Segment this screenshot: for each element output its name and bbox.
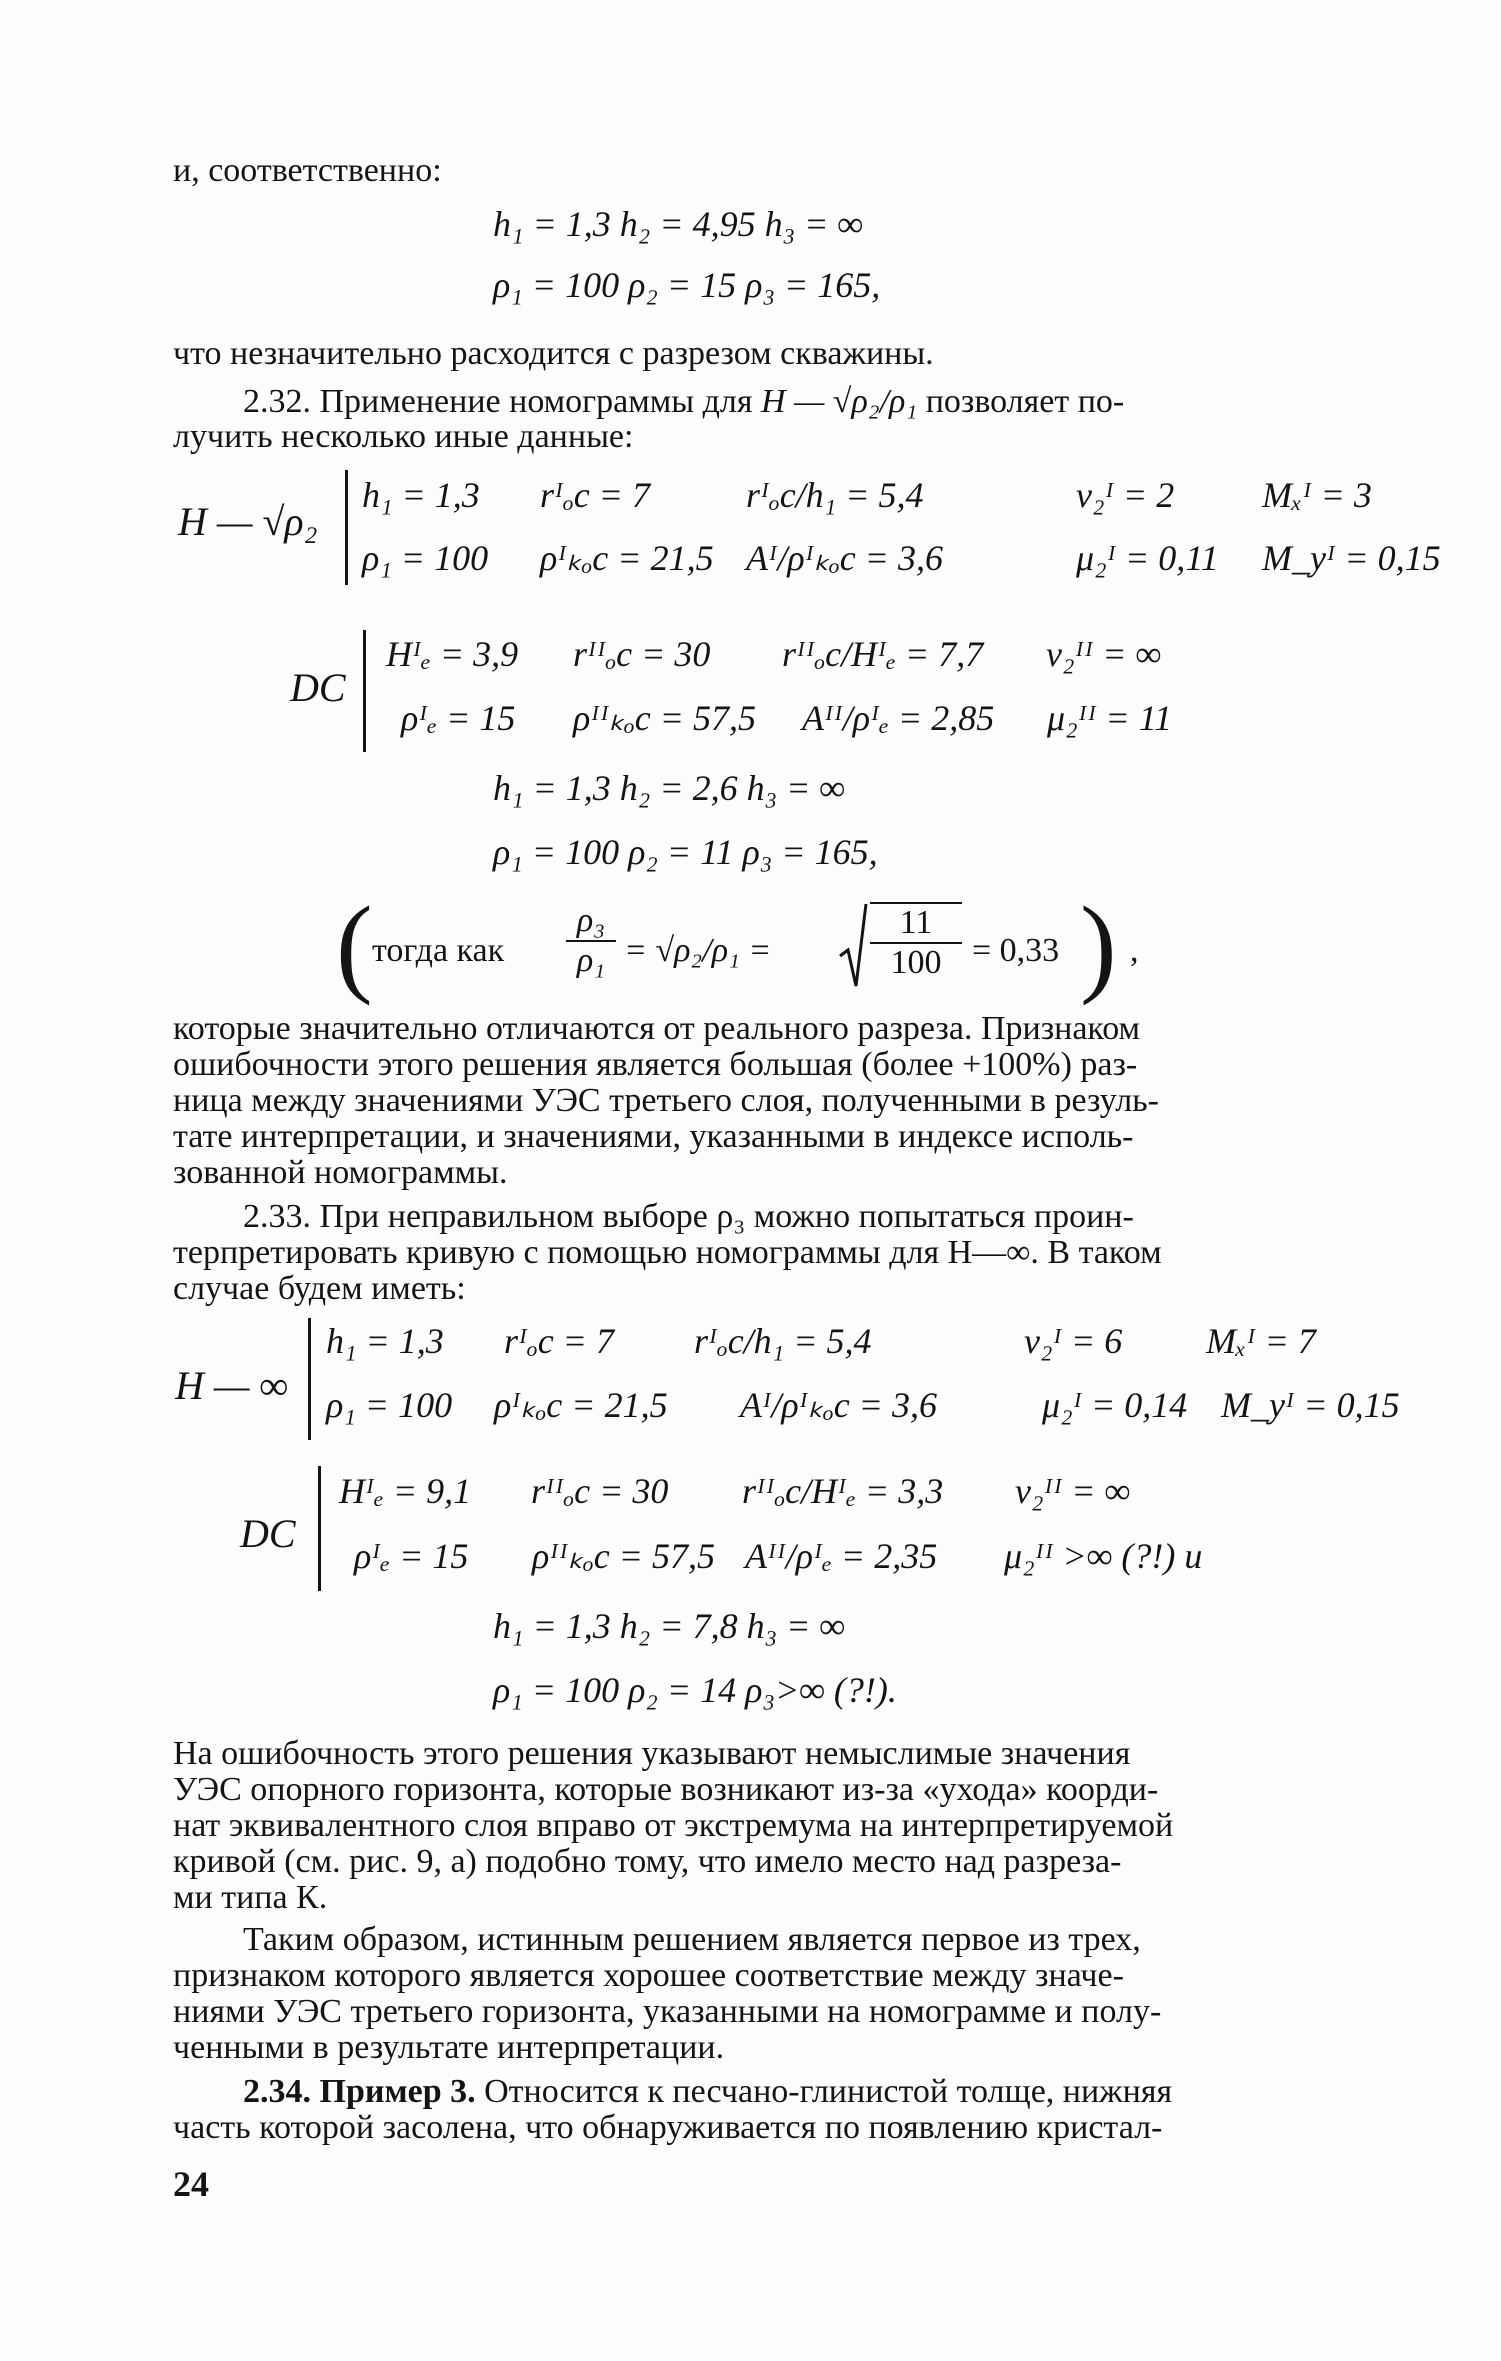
dc1-r2-c2: ρᴵᴵₖₒc = 57,5 [573,698,756,738]
then-num: ρ₃ [566,902,616,942]
then-fraction [566,902,616,980]
result2-h: h₁ = 1,3 h₂ = 2,6 h₃ = ∞ [493,768,846,808]
block1-r1-c1: h₁ = 1,3 [362,475,480,515]
result1-rho: ρ₁ = 100 ρ₂ = 15 ρ₃ = 165, [493,265,881,305]
then-tail: = 0,33 [972,932,1060,969]
dc1-r2-c4: μ₂ᴵᴵ = 11 [1047,698,1173,738]
then-prefix: тогда как [372,932,505,969]
block2-r1-c5: Mₓᴵ = 7 [1206,1321,1316,1361]
block2-r2-c4: μ₂ᴵ = 0,14 [1042,1385,1188,1425]
para1-line1: которые значительно отличаются от реального разреза. Признаком [173,1010,1141,1047]
section-2-32-line2: лучить несколько иные данные: [173,418,634,455]
block2-r2-c5: M_yᴵ = 0,15 [1221,1385,1400,1425]
section-2-34-text1: Относится к песчано-глинистой толще, нижняя [475,2073,1173,2110]
then-den2: 100 [890,944,942,981]
then-middle: = √ρ₂/ρ₁ = [624,932,772,969]
block1-r2-c2: ρᴵₖₒc = 21,5 [540,538,714,578]
block2-r1-c4: ν₂ᴵ = 6 [1024,1321,1123,1361]
block2-label: H — ∞ [175,1363,288,1408]
block1-r1-c4: ν₂ᴵ = 2 [1076,475,1175,515]
result2-rho: ρ₁ = 100 ρ₂ = 11 ρ₃ = 165, [493,832,878,872]
then-fraction2 [870,902,962,982]
dc1-label: DC [290,665,346,710]
block2-r2-c2: ρᴵₖₒc = 21,5 [494,1385,668,1425]
dc2-r1-c1: Hᴵₑ = 9,1 [339,1471,472,1511]
dc2-r2-c3: Aᴵᴵ/ρᴵₑ = 2,35 [745,1536,938,1576]
then-num2: 11 [870,904,962,944]
dc2-r2-c4: μ₂ᴵᴵ >∞ (?!) и [1004,1536,1203,1576]
section-2-34-line1 [243,2073,1172,2111]
note-line: что незначительно расходится с разрезом скважины. [173,335,934,372]
para2-line5: ми типа К. [173,1879,328,1916]
block2-r2-c3: Aᴵ/ρᴵₖₒc = 3,6 [740,1385,937,1425]
block1-bracket [345,470,348,585]
dc2-r1-c2: rᴵᴵₒc = 30 [531,1471,669,1511]
block2-bracket [308,1318,311,1440]
result1-h: h₁ = 1,3 h₂ = 4,95 h₃ = ∞ [493,204,864,244]
dc2-label: DC [240,1511,296,1556]
section-2-34-title: Пример 3. [319,2073,476,2110]
para1-line4: тате интерпретации, и значениями, указанными в индексе исполь- [173,1118,1134,1155]
block2-r2-c1: ρ₁ = 100 [326,1385,453,1425]
para1-line5: зованной номограммы. [173,1154,508,1191]
section-2-32-formula: H — √ρ₂/ρ₁ [761,383,918,420]
sqrt-sign [838,900,868,990]
dc2-r1-c4: ν₂ᴵᴵ = ∞ [1015,1471,1131,1511]
para2-line1: На ошибочность этого решения указывают немыслимые значения [173,1735,1131,1772]
section-2-33-line2: терпретировать кривую с помощью номограммы для H—∞. В таком [173,1234,1162,1271]
result3-h: h₁ = 1,3 h₂ = 7,8 h₃ = ∞ [493,1606,846,1646]
block1-r1-c5: Mₓᴵ = 3 [1262,475,1372,515]
then-comma: , [1130,932,1139,969]
para3-line2: признаком которого является хорошее соответствие между значе- [173,1957,1124,1994]
para1-line2: ошибочности этого решения является большая (более +100%) раз- [173,1046,1138,1083]
result3-rho: ρ₁ = 100 ρ₂ = 14 ρ₃>∞ (?!). [493,1670,897,1710]
section-2-34-number: 2.34. [243,2073,311,2110]
block2-r1-c2: rᴵₒc = 7 [504,1321,614,1361]
dc2-r2-c1: ρᴵₑ = 15 [354,1536,469,1576]
dc2-r2-c2: ρᴵᴵₖₒc = 57,5 [532,1536,715,1576]
dc2-r1-c3: rᴵᴵₒc/Hᴵₑ = 3,3 [742,1471,944,1511]
right-paren: ) [1080,884,1117,1006]
block1-r2-c5: M_yᴵ = 0,15 [1262,538,1441,578]
para2-line4: кривой (см. рис. 9, а) подобно тому, что имело место над разреза- [173,1843,1122,1880]
section-2-32-text-a: 2.32. Применение номограммы для [243,383,762,420]
para2-line2: УЭС опорного горизонта, которые возникают из-за «ухода» коорди- [173,1771,1159,1808]
block1-r2-c4: μ₂ᴵ = 0,11 [1076,538,1219,578]
dc1-bracket [363,630,366,752]
para2-line3: нат эквивалентного слоя вправо от экстремума на интерпретируемой [173,1807,1174,1844]
then-den: ρ₁ [576,942,606,979]
left-paren: ( [336,884,373,1006]
section-2-32-text-c: позволяет по- [917,383,1125,420]
block1-r1-c3: rᴵₒc/h₁ = 5,4 [746,475,924,515]
para3-line3: ниями УЭС третьего горизонта, указанными на номограмме и полу- [173,1993,1162,2030]
section-2-34-line2: часть которой засолена, что обнаруживается по появлению кристал- [173,2109,1163,2146]
section-2-32-line1 [243,383,1124,421]
block1-label: H — √ρ₂ [178,499,318,544]
section-2-33-line1: 2.33. При неправильном выборе ρ₃ можно попытаться проин- [243,1198,1134,1235]
block2-r1-c1: h₁ = 1,3 [326,1321,444,1361]
dc1-r1-c4: ν₂ᴵᴵ = ∞ [1046,634,1162,674]
section-2-33-line3: случае будем иметь: [173,1270,466,1307]
dc1-r1-c1: Hᴵₑ = 3,9 [386,634,519,674]
dc2-bracket [318,1466,321,1591]
para1-line3: ница между значениями УЭС третьего слоя, полученными в резуль- [173,1082,1159,1119]
dc1-r2-c3: Aᴵᴵ/ρᴵₑ = 2,85 [802,698,995,738]
block1-r2-c1: ρ₁ = 100 [362,538,489,578]
block1-r1-c2: rᴵₒc = 7 [540,475,650,515]
block1-r2-c3: Aᴵ/ρᴵₖₒc = 3,6 [746,538,943,578]
dc1-r1-c3: rᴵᴵₒc/Hᴵₑ = 7,7 [782,634,984,674]
dc1-r1-c2: rᴵᴵₒc = 30 [573,634,711,674]
page-number: 24 [173,2164,209,2204]
para3-line4: ченными в результате интерпретации. [173,2029,725,2066]
block2-r1-c3: rᴵₒc/h₁ = 5,4 [694,1321,872,1361]
para3-line1: Таким образом, истинным решением является первое из трех, [243,1921,1141,1958]
dc1-r2-c1: ρᴵₑ = 15 [401,698,516,738]
intro-line: и, соответственно: [173,152,442,189]
